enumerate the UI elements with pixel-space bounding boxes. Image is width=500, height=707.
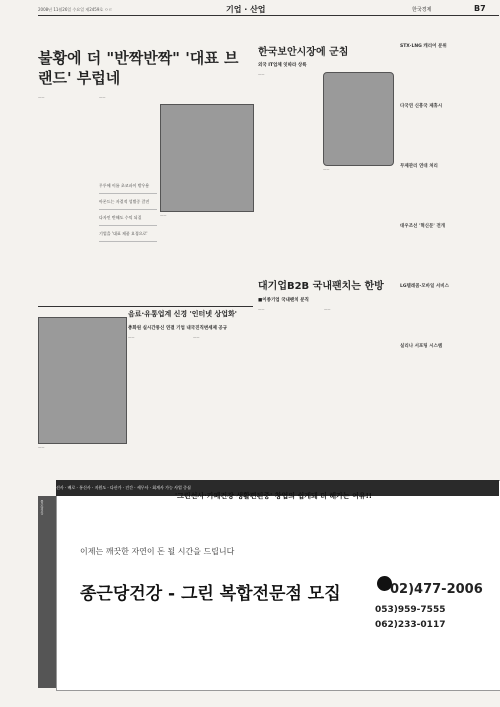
issue-date: 2008년 11월26일 수요일 제2459호 ㅇㄹ: [38, 7, 113, 12]
bottom-headline: 음료·유통업계 신경 '인터넷 상업화': [128, 310, 237, 318]
b2b-headline: 대기업B2B 국내팬치는 한방: [258, 281, 384, 292]
article-text: ——: [258, 72, 265, 76]
tag-item: 기업을 '대표 제품 요경으로': [99, 226, 157, 242]
ad-banner: 선사 · 배로 · 통신사 · 지원도 · 다산가 · 건간 · 세무사 · 회계사 가능 사업 중심: [56, 480, 499, 496]
section-title: 기업 · 산업: [226, 5, 266, 14]
section-rule: [38, 306, 253, 307]
header-rule: [38, 15, 499, 16]
tag-list: [99, 178, 157, 242]
ad-side-label: 종근당건강: [40, 500, 44, 515]
sidebar-head: 무제관리 연대 처리: [400, 164, 438, 169]
page-number: B7: [474, 4, 486, 13]
tag-item: 아몬드는 자결적 성별중 갈진: [99, 194, 157, 210]
article-text: ——: [160, 213, 167, 217]
tag-item: 무투에 이름 초코파이 밖우용: [99, 178, 157, 194]
article-text: ——: [99, 95, 106, 99]
tag-item: 다자인 반해도 수익 되질: [99, 210, 157, 226]
article-text: ——: [324, 307, 331, 311]
sidebar-text: [400, 232, 499, 277]
sidebar-text: [400, 112, 499, 157]
article-text: ——: [323, 167, 330, 171]
article-text: ——: [258, 307, 265, 311]
meeting-photo: [38, 317, 127, 444]
left-headline: 불황에 더 "반짝반짝" '대표 브랜드' 부럽네: [38, 49, 239, 87]
ad-title: '그린선사·카페건강 생활편된중' 창업의 쉽게돼 더 해가는 여유!!: [175, 492, 373, 500]
ad-tagline: 이제는 깨끗한 자연이 돈 될 시간을 드립니다: [80, 547, 235, 556]
ad-headline: 종근당건강 - 그린 복합전문점 모집: [80, 584, 341, 604]
article-text: ——: [193, 335, 200, 339]
sidebar-text: [400, 292, 499, 337]
sidebar-head: 대우조선 '혁신문' 전개: [400, 224, 446, 229]
ad-phone-3: 062)233-0117: [375, 620, 446, 630]
article-text: ——: [128, 335, 135, 339]
sidebar-text: [400, 352, 499, 462]
article-text: ——: [38, 95, 45, 99]
lock-photo: [323, 72, 394, 166]
sidebar-head: STX·LNG 캐리어 분위: [400, 44, 447, 49]
ad-phone: 02)477-2006: [390, 582, 483, 597]
product-photo: [160, 104, 254, 212]
sidebar-text: [400, 172, 499, 217]
sidebar-head: LG텔레콤·모바일 서비스: [400, 284, 449, 289]
photo-caption: ——: [38, 445, 45, 449]
b2b-subhead: ■이종기업 국내팬치 분직: [258, 298, 309, 303]
sidebar-head: 실리나 서포팅 시스템: [400, 344, 443, 349]
mid-headline: 한국보안시장에 군침: [258, 47, 349, 58]
paper-name: 한국경제: [412, 7, 432, 13]
ad-phone-2: 053)959-7555: [375, 605, 446, 615]
ad-side-strip: [38, 496, 56, 688]
sidebar-head: 다국연 신흥국 제휴시: [400, 104, 443, 109]
sidebar-text: [400, 52, 499, 97]
mid-subhead: 외국 IT업체 잇따라 상륙: [258, 63, 307, 68]
bottom-subhead: 총화원 실시간통신 연결 기업 내국진직변세제 공규: [128, 326, 228, 331]
